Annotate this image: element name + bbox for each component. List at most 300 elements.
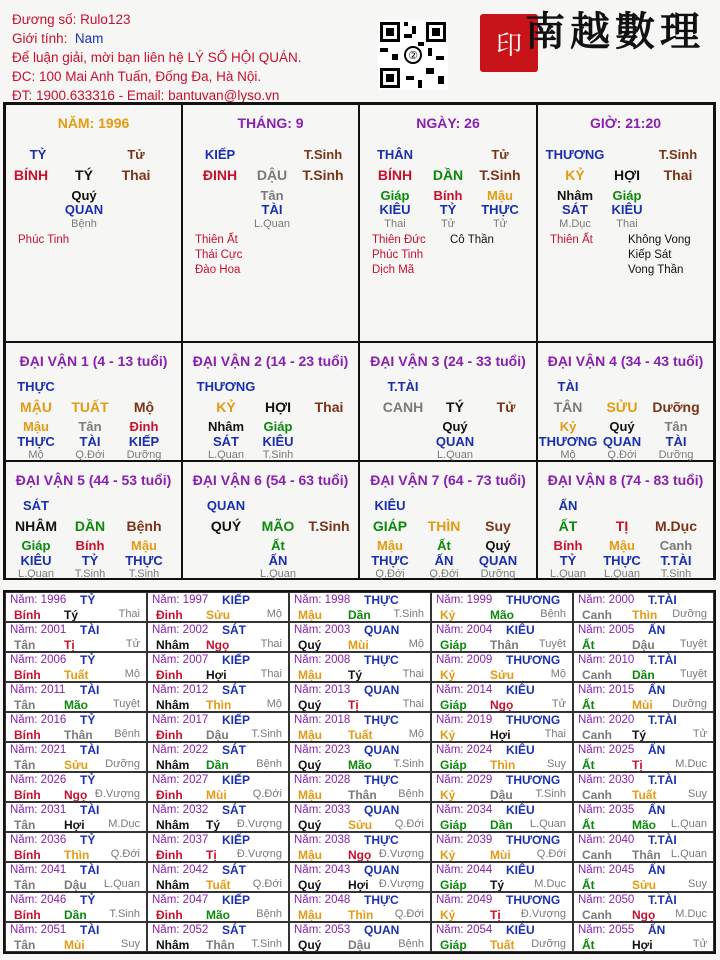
year-phase: M.Dục: [108, 818, 140, 830]
year-branch: Mùi: [632, 698, 653, 712]
year-phase: T.Sinh: [251, 728, 282, 740]
year-phase: Mộ: [266, 698, 282, 710]
year-branch: Dậu: [348, 938, 371, 952]
year-stem: Kỷ: [440, 848, 456, 862]
year-phase: Q.Đới: [252, 878, 282, 890]
year-stem: Quý: [298, 638, 322, 652]
dai-van-text: T.Sinh: [308, 518, 350, 534]
dai-van-cell: [182, 461, 359, 580]
year-phase: Tuyệt: [112, 698, 140, 710]
pillar-text: T.Sinh: [303, 147, 343, 162]
year-cell: [5, 772, 147, 802]
year-god: THƯƠNG: [506, 713, 561, 727]
year-cell: [289, 922, 431, 952]
year-phase: Tuyệt: [538, 638, 566, 650]
dai-van-text: ẤN: [434, 553, 454, 568]
year-god: THỰC: [364, 593, 399, 607]
year-branch: Sửu: [348, 818, 373, 832]
year-god: KIẾP: [222, 593, 251, 607]
year-stem: Canh: [582, 608, 612, 622]
year-branch: Tuất: [64, 668, 89, 682]
year-phase: Q.Đới: [394, 908, 424, 920]
year-branch: Thìn: [206, 698, 232, 712]
year-cell: [289, 652, 431, 682]
year-phase: T.Sinh: [109, 908, 140, 920]
year-label: Năm: 2022: [152, 744, 209, 756]
year-branch: Sửu: [632, 878, 657, 892]
pillar-than-sat-list: [550, 233, 593, 248]
year-branch: Dần: [490, 818, 513, 832]
year-phase: Dưỡng: [672, 608, 707, 620]
pillar-than-sat-list: [18, 233, 69, 248]
year-cell: [147, 682, 289, 712]
year-label: Năm: 2041: [10, 864, 67, 876]
year-phase: Mộ: [124, 668, 140, 680]
year-god: KIẾP: [222, 833, 251, 847]
dai-van-text: Quý: [485, 538, 511, 553]
pillar-text: Thai: [121, 167, 151, 183]
year-label: Năm: 2018: [294, 714, 351, 726]
year-label: Năm: 2031: [10, 804, 67, 816]
dai-van-cell: [5, 342, 182, 461]
pillar-text: TỶ: [29, 147, 47, 162]
year-cell: [5, 832, 147, 862]
year-branch: Ngọ: [632, 908, 656, 922]
year-branch: Tị: [490, 908, 501, 922]
year-branch: Dần: [632, 668, 655, 682]
year-stem: Đinh: [156, 668, 183, 682]
year-god: TỶ: [80, 833, 96, 847]
year-stem: Giáp: [440, 758, 467, 772]
dai-van-text: ẤT: [558, 518, 578, 534]
dai-van-text: Dưỡng: [652, 399, 700, 415]
year-cell: [573, 922, 714, 952]
dai-van-text: L.Quan: [436, 449, 474, 461]
year-stem: Quý: [298, 878, 322, 892]
year-cell: [5, 742, 147, 772]
year-phase: M.Dục: [675, 908, 707, 920]
year-branch: Mùi: [490, 848, 511, 862]
year-branch: Tý: [490, 878, 505, 892]
year-branch: Ngọ: [490, 698, 514, 712]
year-phase: Tử: [125, 638, 140, 650]
dai-van-text: Mậu: [609, 538, 635, 553]
year-branch: Tý: [348, 668, 363, 682]
year-god: SÁT: [222, 743, 246, 757]
pillar-text: KIÊU: [611, 202, 643, 217]
year-phase: Thai: [544, 728, 566, 740]
year-god: T.TÀI: [648, 593, 677, 607]
dai-van-text: TỊ: [615, 518, 629, 534]
pillar-text: TÀI: [261, 202, 283, 217]
year-stem: Bính: [14, 668, 41, 682]
year-cell: [573, 892, 714, 922]
dai-van-text: THƯƠNG: [196, 379, 256, 394]
year-branch: Ngọ: [206, 638, 230, 652]
year-label: Năm: 2026: [10, 774, 67, 786]
dai-van-title: ĐẠI VẬN 8 (74 - 83 tuổi): [547, 472, 704, 488]
year-cell: [289, 592, 431, 622]
year-branch: Tý: [206, 818, 221, 832]
year-branch: Mão: [490, 608, 514, 622]
year-god: QUAN: [364, 743, 400, 757]
year-phase: Suy: [121, 938, 140, 950]
year-phase: L.Quan: [529, 818, 566, 830]
year-cell: [431, 712, 573, 742]
year-label: Năm: 2017: [152, 714, 209, 726]
year-label: Năm: 2051: [10, 924, 67, 936]
year-stem: Quý: [298, 938, 322, 952]
contact-address: ĐC: 100 Mai Anh Tuấn, Đống Đa, Hà Nội.: [12, 69, 262, 84]
year-god: TÀI: [80, 803, 100, 817]
year-phase: Q.Đới: [536, 848, 566, 860]
year-phase: Mộ: [550, 668, 566, 680]
logo-text: 南越數理: [525, 8, 705, 55]
pillar-title: THÁNG: 9: [237, 115, 304, 131]
year-god: THỰC: [364, 773, 399, 787]
year-branch: Thìn: [64, 848, 90, 862]
year-cell: [147, 712, 289, 742]
dai-van-text: KIẾP: [128, 434, 160, 449]
year-stem: Mậu: [298, 908, 322, 922]
year-label: Năm: 2043: [294, 864, 351, 876]
year-god: SÁT: [222, 863, 246, 877]
year-god: THƯƠNG: [506, 653, 561, 667]
year-branch: Hợi: [632, 938, 653, 952]
pillar-cell: [5, 104, 182, 342]
year-label: Năm: 2046: [10, 894, 67, 906]
gender-value: Nam: [74, 31, 104, 46]
year-god: THỰC: [364, 713, 399, 727]
year-branch: Tị: [348, 698, 359, 712]
dai-van-cell: [537, 342, 714, 461]
dai-van-cell: [5, 461, 182, 580]
dai-van-text: L.Quan: [259, 568, 297, 580]
dai-van-text: TÝ: [446, 399, 464, 415]
dai-van-text: Q.Đới: [607, 449, 637, 461]
dai-van-text: Giáp: [21, 538, 51, 553]
dai-van-text: Quý: [609, 419, 635, 434]
dai-van-text: Đinh: [129, 419, 159, 434]
year-phase: Bệnh: [398, 788, 424, 800]
tu-tru-grid: [3, 102, 716, 580]
dai-van-text: TÀI: [557, 379, 579, 394]
year-label: Năm: 2044: [436, 864, 493, 876]
dai-van-cell: [359, 461, 537, 580]
dai-van-text: Tân: [78, 419, 102, 434]
year-god: ẤN: [648, 863, 666, 877]
dai-van-text: L.Quan: [17, 568, 55, 580]
dai-van-text: THỰC: [603, 553, 641, 568]
year-phase: Thai: [118, 608, 140, 620]
year-phase: Thai: [402, 698, 424, 710]
year-phase: Đ.Vượng: [378, 848, 424, 860]
year-cell: [573, 652, 714, 682]
year-god: KIẾP: [222, 653, 251, 667]
year-branch: Mùi: [206, 788, 227, 802]
year-phase: Thai: [402, 668, 424, 680]
than-sat-item: Phúc Tinh: [18, 234, 70, 246]
year-stem: Tân: [14, 818, 36, 832]
dai-van-title: ĐẠI VẬN 3 (24 - 33 tuổi): [370, 353, 526, 369]
year-label: Năm: 2048: [294, 894, 351, 906]
year-phase: Dưỡng: [105, 758, 140, 770]
year-phase: M.Dục: [675, 758, 707, 770]
dai-van-title: ĐẠI VẬN 6 (54 - 63 tuổi): [192, 472, 349, 488]
year-cell: [147, 592, 289, 622]
year-stem: Đinh: [156, 788, 183, 802]
year-label: Năm: 2040: [578, 834, 635, 846]
year-branch: Tị: [206, 848, 217, 862]
year-phase: Bệnh: [398, 938, 424, 950]
dai-van-text: Bính: [75, 538, 105, 553]
pillar-text: Giáp: [612, 188, 642, 203]
year-label: Năm: 1999: [436, 594, 493, 606]
dai-van-title: ĐẠI VẬN 7 (64 - 73 tuổi): [370, 472, 526, 488]
year-stem: Bính: [14, 788, 41, 802]
year-label: Năm: 2036: [10, 834, 67, 846]
year-stem: Mậu: [298, 608, 322, 622]
year-phase: Q.Đới: [110, 848, 140, 860]
year-stem: Nhâm: [156, 758, 190, 772]
dai-van-text: NHÂM: [15, 518, 57, 534]
dai-van-text: Quý: [442, 419, 468, 434]
gender-label: Giới tính:: [12, 31, 68, 46]
pillar-than-sat-list-2: [628, 233, 691, 278]
year-label: Năm: 2014: [436, 684, 493, 696]
year-phase: T.Sinh: [535, 788, 566, 800]
year-stem: Bính: [14, 608, 41, 622]
year-stem: Ất: [582, 698, 595, 712]
year-label: Năm: 2042: [152, 864, 209, 876]
year-god: T.TÀI: [648, 773, 677, 787]
than-sat-item: Đào Hoa: [195, 264, 241, 276]
dai-van-text: THỰC: [17, 434, 55, 449]
year-label: Năm: 2045: [578, 864, 635, 876]
year-stem: Bính: [14, 728, 41, 742]
dai-van-text: SỬU: [606, 399, 638, 415]
year-phase: Mộ: [408, 728, 424, 740]
dai-van-text: Mậu: [23, 419, 49, 434]
year-god: TỶ: [80, 773, 96, 787]
year-god: TÀI: [80, 923, 100, 937]
year-label: Năm: 2049: [436, 894, 493, 906]
year-god: THƯƠNG: [506, 893, 561, 907]
year-cell: [289, 892, 431, 922]
year-cell: [431, 622, 573, 652]
dai-van-text: KIÊU: [20, 553, 52, 568]
year-god: KIÊU: [506, 863, 535, 877]
year-label: Năm: 2004: [436, 624, 493, 636]
dai-van-text: M.Dục: [655, 518, 697, 534]
dai-van-title: ĐẠI VẬN 4 (34 - 43 tuổi): [547, 353, 704, 369]
year-god: SÁT: [222, 623, 246, 637]
year-label: Năm: 2002: [152, 624, 209, 636]
pillar-text: Tân: [260, 188, 284, 203]
dai-van-text: Dưỡng: [658, 449, 694, 461]
dai-van-text: T.TÀI: [387, 379, 419, 394]
year-god: THỰC: [364, 653, 399, 667]
pillar-text: HỢI: [614, 167, 640, 183]
year-cell: [5, 892, 147, 922]
year-branch: Mão: [206, 908, 230, 922]
year-cell: [5, 922, 147, 952]
pillar-text: Tử: [491, 147, 509, 162]
year-label: Năm: 2020: [578, 714, 635, 726]
year-branch: Hợi: [64, 818, 85, 832]
year-cell: [431, 652, 573, 682]
year-stem: Bính: [14, 908, 41, 922]
year-branch: Mùi: [64, 938, 85, 952]
dai-van-text: Suy: [485, 518, 511, 534]
year-cell: [573, 802, 714, 832]
pillar-text: Thai: [616, 218, 638, 230]
year-cell: [147, 892, 289, 922]
year-god: TỶ: [80, 593, 96, 607]
dai-van-text: T.Sinh: [74, 568, 106, 580]
seal-glyph: 印: [495, 30, 522, 61]
year-phase: Tử: [692, 938, 707, 950]
year-god: THỰC: [364, 833, 399, 847]
pillar-text: Thai: [384, 218, 406, 230]
year-branch: Dần: [64, 908, 87, 922]
than-sat-item: Phúc Tinh: [372, 249, 424, 261]
dai-van-text: HỢI: [265, 399, 291, 415]
year-stem: Giáp: [440, 818, 467, 832]
year-phase: Dưỡng: [531, 938, 566, 950]
pillar-text: Bính: [433, 188, 463, 203]
dai-van-text: TỶ: [559, 553, 577, 568]
pillar-than-sat-list: [372, 233, 426, 278]
year-label: Năm: 2019: [436, 714, 493, 726]
year-stem: Đinh: [156, 608, 183, 622]
dai-van-text: QUAN: [602, 434, 642, 449]
year-cell: [289, 712, 431, 742]
year-phase: T.Sinh: [393, 608, 424, 620]
year-stem: Bính: [14, 848, 41, 862]
year-phase: Suy: [688, 788, 707, 800]
year-phase: Bệnh: [114, 728, 140, 740]
dai-van-text: T.TÀI: [660, 553, 692, 568]
year-god: T.TÀI: [648, 713, 677, 727]
year-phase: Bệnh: [540, 608, 566, 620]
year-label: Năm: 2054: [436, 924, 493, 936]
pillar-than-sat-list-2: [450, 233, 494, 248]
dai-van-text: Mậu: [377, 538, 403, 553]
year-label: Năm: 2052: [152, 924, 209, 936]
pillar-title: NGÀY: 26: [416, 115, 480, 131]
pillar-text: Tử: [492, 218, 508, 230]
year-cell: [431, 892, 573, 922]
year-cell: [431, 862, 573, 892]
year-label: Năm: 2009: [436, 654, 493, 666]
dai-van-text: Thai: [314, 399, 344, 415]
year-label: Năm: 2037: [152, 834, 209, 846]
year-god: KIÊU: [506, 623, 535, 637]
than-sat-item: Thiên Ất: [550, 234, 593, 246]
year-branch: Tý: [632, 728, 647, 742]
year-branch: Tuất: [490, 938, 515, 952]
year-god: TÀI: [80, 863, 100, 877]
year-branch: Thìn: [632, 608, 658, 622]
pillar-cell: [182, 104, 359, 342]
year-stem: Kỷ: [440, 788, 456, 802]
year-god: KIÊU: [506, 743, 535, 757]
year-branch: Dậu: [632, 638, 655, 652]
owner-name: Đương số: Rulo123: [12, 12, 131, 27]
than-sat-item: Không Vong: [628, 234, 691, 246]
dai-van-text: QUAN: [478, 553, 518, 568]
year-branch: Hợi: [206, 668, 227, 682]
dai-van-text: MẬU: [20, 399, 52, 415]
year-branch: Hợi: [348, 878, 369, 892]
pillar-text: T.Sinh: [302, 167, 344, 183]
year-label: Năm: 2015: [578, 684, 635, 696]
year-cell: [147, 652, 289, 682]
pillar-text: Tử: [440, 218, 456, 230]
year-cell: [5, 622, 147, 652]
dai-van-text: THỰC: [17, 379, 55, 394]
year-god: TÀI: [80, 623, 100, 637]
year-label: Năm: 2007: [152, 654, 209, 666]
year-god: ẤN: [648, 803, 666, 817]
dai-van-text: QUAN: [206, 498, 246, 513]
year-label: Năm: 2000: [578, 594, 635, 606]
year-stem: Kỷ: [440, 908, 456, 922]
year-branch: Mão: [64, 698, 88, 712]
year-god: KIÊU: [506, 683, 535, 697]
year-god: QUAN: [364, 863, 400, 877]
dai-van-text: TÀI: [665, 434, 687, 449]
pillar-text: QUAN: [64, 202, 104, 217]
year-label: Năm: 2024: [436, 744, 493, 756]
dai-van-text: Q.Đới: [375, 568, 405, 580]
than-sat-item: Vong Thần: [628, 264, 684, 276]
pillar-text: THƯƠNG: [545, 147, 605, 162]
year-phase: Đ.Vượng: [236, 818, 282, 830]
dai-van-text: TÂN: [553, 399, 583, 415]
year-phase: T.Sinh: [393, 758, 424, 770]
year-stem: Kỷ: [440, 728, 456, 742]
year-label: Năm: 2025: [578, 744, 635, 756]
year-stem: Ất: [582, 638, 595, 652]
year-god: ẤN: [648, 623, 666, 637]
year-phase: Tuyệt: [679, 638, 707, 650]
year-branch: Mão: [348, 758, 372, 772]
year-cell: [431, 742, 573, 772]
dai-van-title: ĐẠI VẬN 1 (4 - 13 tuổi): [19, 353, 168, 369]
year-god: T.TÀI: [648, 653, 677, 667]
year-cell: [431, 682, 573, 712]
year-phase: Mộ: [266, 608, 282, 620]
dai-van-text: T.Sinh: [128, 568, 160, 580]
pillar-text: Mậu: [487, 188, 513, 203]
than-sat-item: Dịch Mã: [372, 264, 415, 276]
year-label: Năm: 2039: [436, 834, 493, 846]
dai-van-text: KIÊU: [262, 434, 294, 449]
year-phase: L.Quan: [670, 818, 707, 830]
year-branch: Dậu: [206, 728, 229, 742]
year-stem: Tân: [14, 938, 36, 952]
pillar-text: SÁT: [562, 202, 588, 217]
year-god: QUAN: [364, 683, 400, 697]
year-cell: [431, 592, 573, 622]
pillar-text: DẬU: [256, 167, 288, 183]
year-god: TỶ: [80, 653, 96, 667]
dai-van-text: KIÊU: [374, 498, 406, 513]
year-cell: [147, 922, 289, 952]
year-label: Năm: 2050: [578, 894, 635, 906]
